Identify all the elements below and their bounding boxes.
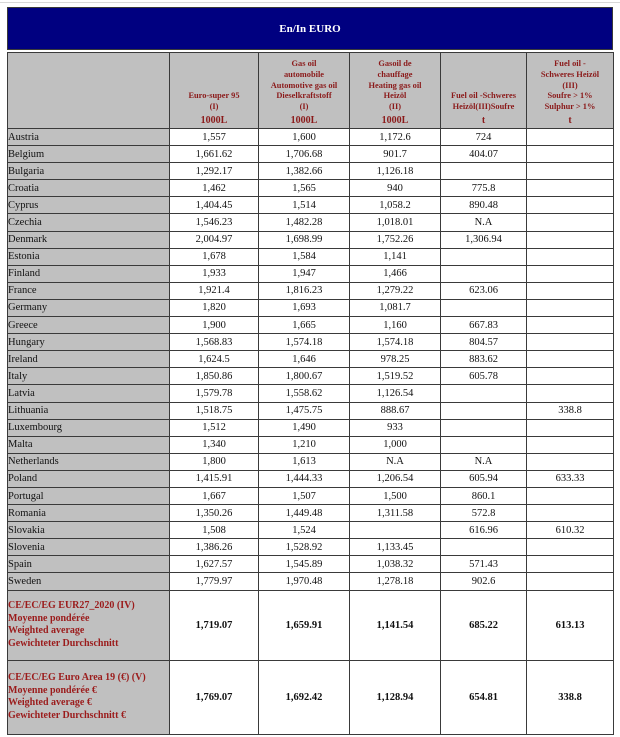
price-cell: 1,386.26 <box>170 539 259 556</box>
price-cell: 775.8 <box>441 180 527 197</box>
price-cell: 1,466 <box>350 265 441 282</box>
price-cell: 1,512 <box>170 419 259 436</box>
price-cell: 1,278.18 <box>350 573 441 590</box>
price-cell: 1,661.62 <box>170 146 259 163</box>
summary-value: 613.13 <box>527 590 614 660</box>
summary-label-line: CE/EC/EG EUR27_2020 (IV) <box>8 600 135 612</box>
column-header <box>441 53 527 129</box>
table-row <box>8 334 614 351</box>
country-name: Belgium <box>8 146 170 163</box>
summary-label-line: Gewichteter Durchschnitt <box>8 637 119 649</box>
price-cell: 1,600 <box>259 129 350 146</box>
price-cell: 1,970.48 <box>259 573 350 590</box>
price-cell: 1,444.33 <box>259 470 350 487</box>
column-unit: 1000L <box>290 115 318 127</box>
price-cell: 1,574.18 <box>350 334 441 351</box>
table-row <box>8 436 614 453</box>
country-name: Denmark <box>8 231 170 248</box>
price-cell: 1,584 <box>259 248 350 265</box>
price-cell <box>527 556 614 573</box>
country-name: Estonia <box>8 248 170 265</box>
table-row <box>8 419 614 436</box>
summary-value: 1,719.07 <box>170 590 259 660</box>
price-cell: 933 <box>350 419 441 436</box>
price-cell: 623.06 <box>441 282 527 299</box>
price-cell <box>527 180 614 197</box>
table-row <box>8 556 614 573</box>
price-cell: 1,667 <box>170 487 259 504</box>
price-cell <box>527 573 614 590</box>
summary-value: 1,692.42 <box>259 660 350 734</box>
price-cell: 633.33 <box>527 470 614 487</box>
price-cell: 1,133.45 <box>350 539 441 556</box>
table-row <box>8 197 614 214</box>
price-cell: 1,126.54 <box>350 385 441 402</box>
price-cell: 1,514 <box>259 197 350 214</box>
table-row <box>8 402 614 419</box>
price-cell <box>441 385 527 402</box>
price-cell <box>527 282 614 299</box>
table-row <box>8 505 614 522</box>
price-cell: 605.94 <box>441 470 527 487</box>
price-cell: 1,557 <box>170 129 259 146</box>
price-cell: N.A <box>441 453 527 470</box>
price-cell: 1,820 <box>170 299 259 316</box>
table-row <box>8 129 614 146</box>
table-row <box>8 351 614 368</box>
column-header <box>527 53 614 129</box>
price-cell: 1,850.86 <box>170 368 259 385</box>
price-cell <box>527 317 614 334</box>
price-cell: 1,779.97 <box>170 573 259 590</box>
price-cell: 724 <box>441 129 527 146</box>
price-cell: 1,210 <box>259 436 350 453</box>
price-cell: 1,518.75 <box>170 402 259 419</box>
price-cell: 940 <box>350 180 441 197</box>
table-row <box>8 573 614 590</box>
price-cell: 1,475.75 <box>259 402 350 419</box>
header-row <box>8 53 614 129</box>
price-cell: 610.32 <box>527 522 614 539</box>
price-cell <box>527 385 614 402</box>
price-cell: 1,574.18 <box>259 334 350 351</box>
table-row <box>8 487 614 504</box>
table-row <box>8 163 614 180</box>
column-header-line: Heating gas oil <box>368 80 422 90</box>
price-cell: 902.6 <box>441 573 527 590</box>
column-unit: t <box>568 115 572 127</box>
price-cell <box>527 334 614 351</box>
price-cell: 1,081.7 <box>350 299 441 316</box>
price-cell: 1,449.48 <box>259 505 350 522</box>
price-cell: 1,947 <box>259 265 350 282</box>
column-header-line: Sulphur > 1% <box>544 101 596 111</box>
summary-row <box>8 660 614 734</box>
price-cell: 404.07 <box>441 146 527 163</box>
price-cell <box>527 299 614 316</box>
column-header-line: Schweres Heizöl <box>540 70 600 80</box>
summary-value: 1,659.91 <box>259 590 350 660</box>
summary-label <box>8 590 170 660</box>
country-name: Spain <box>8 556 170 573</box>
price-cell: 1,665 <box>259 317 350 334</box>
column-header-line: Gasoil de <box>378 59 412 69</box>
table-row <box>8 214 614 231</box>
price-cell <box>527 248 614 265</box>
price-cell: 804.57 <box>441 334 527 351</box>
country-name: Greece <box>8 317 170 334</box>
price-cell: 1,507 <box>259 487 350 504</box>
summary-value: 685.22 <box>441 590 527 660</box>
price-cell <box>527 487 614 504</box>
price-cell: 1,816.23 <box>259 282 350 299</box>
column-header <box>350 53 441 129</box>
country-name: Lithuania <box>8 402 170 419</box>
table-row <box>8 317 614 334</box>
price-cell: 1,500 <box>350 487 441 504</box>
price-cell: 1,340 <box>170 436 259 453</box>
country-name: Latvia <box>8 385 170 402</box>
price-cell <box>441 299 527 316</box>
table-title: En/In EURO <box>279 22 341 35</box>
price-cell <box>527 453 614 470</box>
top-divider <box>0 2 620 3</box>
price-cell: 888.67 <box>350 402 441 419</box>
price-cell <box>527 265 614 282</box>
price-cell: 1,900 <box>170 317 259 334</box>
price-cell: 1,306.94 <box>441 231 527 248</box>
price-cell: 1,693 <box>259 299 350 316</box>
price-cell: 1,126.18 <box>350 163 441 180</box>
country-name: Cyprus <box>8 197 170 214</box>
price-cell: 1,415.91 <box>170 470 259 487</box>
price-cell: 1,508 <box>170 522 259 539</box>
country-name: Slovenia <box>8 539 170 556</box>
price-cell: 1,404.45 <box>170 197 259 214</box>
price-cell: 1,627.57 <box>170 556 259 573</box>
summary-row <box>8 590 614 660</box>
price-cell: 1,462 <box>170 180 259 197</box>
column-header-line: Heizöl(III)Soufre <box>452 101 515 111</box>
price-cell <box>441 265 527 282</box>
summary-label-line: CE/EC/EG Euro Area 19 (€) (V) <box>8 672 146 684</box>
price-cell: 1,490 <box>259 419 350 436</box>
price-cell: 616.96 <box>441 522 527 539</box>
price-cell: 890.48 <box>441 197 527 214</box>
column-header-line: Gas oil <box>291 59 317 69</box>
country-name: Hungary <box>8 334 170 351</box>
price-cell <box>350 522 441 539</box>
price-cell: 1,519.52 <box>350 368 441 385</box>
table-row <box>8 231 614 248</box>
price-cell: 1,800.67 <box>259 368 350 385</box>
price-cell: 1,141 <box>350 248 441 265</box>
price-cell <box>527 146 614 163</box>
price-cell <box>527 129 614 146</box>
price-cell: 667.83 <box>441 317 527 334</box>
price-cell: 1,698.99 <box>259 231 350 248</box>
column-header-line: (III) <box>562 80 578 90</box>
summary-label-line: Moyenne pondérée € <box>8 684 97 696</box>
column-header <box>259 53 350 129</box>
price-cell: 978.25 <box>350 351 441 368</box>
price-cell <box>527 436 614 453</box>
price-cell: 1,921.4 <box>170 282 259 299</box>
price-cell: 1,000 <box>350 436 441 453</box>
summary-label-line: Moyenne pondérée <box>8 612 90 624</box>
table-row <box>8 248 614 265</box>
summary-label <box>8 660 170 734</box>
column-header-line: (II) <box>388 101 402 111</box>
price-cell: 1,482.28 <box>259 214 350 231</box>
price-cell: 1,558.62 <box>259 385 350 402</box>
summary-value: 1,769.07 <box>170 660 259 734</box>
table-row <box>8 470 614 487</box>
price-cell: 1,706.68 <box>259 146 350 163</box>
country-name: Sweden <box>8 573 170 590</box>
country-name: Italy <box>8 368 170 385</box>
header-country-blank <box>8 53 170 129</box>
country-name: Poland <box>8 470 170 487</box>
price-cell <box>441 248 527 265</box>
price-cell: 1,624.5 <box>170 351 259 368</box>
price-cell: 860.1 <box>441 487 527 504</box>
column-header-line: Fuel oil - <box>554 59 586 69</box>
price-cell <box>441 402 527 419</box>
country-name: Croatia <box>8 180 170 197</box>
price-cell <box>527 368 614 385</box>
price-cell: 883.62 <box>441 351 527 368</box>
table-row <box>8 368 614 385</box>
price-cell <box>527 419 614 436</box>
price-cell: 2,004.97 <box>170 231 259 248</box>
price-cell: N.A <box>441 214 527 231</box>
summary-value: 1,128.94 <box>350 660 441 734</box>
table-row <box>8 180 614 197</box>
summary-label-line: Weighted average € <box>8 697 92 709</box>
table-title-bar <box>7 7 613 50</box>
summary-value: 1,141.54 <box>350 590 441 660</box>
price-cell: 1,933 <box>170 265 259 282</box>
country-name: Bulgaria <box>8 163 170 180</box>
price-cell: 1,613 <box>259 453 350 470</box>
country-name: Netherlands <box>8 453 170 470</box>
table-row <box>8 539 614 556</box>
table-row <box>8 282 614 299</box>
country-name: Portugal <box>8 487 170 504</box>
column-header-line: Automotive gas oil <box>270 80 338 90</box>
country-name: France <box>8 282 170 299</box>
summary-label-line: Weighted average <box>8 625 85 637</box>
price-cell: 1,279.22 <box>350 282 441 299</box>
country-name: Malta <box>8 436 170 453</box>
column-header-line: Dieselkraftstoff <box>276 91 332 101</box>
price-cell <box>527 505 614 522</box>
price-cell: 1,160 <box>350 317 441 334</box>
price-cell: 1,579.78 <box>170 385 259 402</box>
price-cell <box>527 214 614 231</box>
column-header-line: automobile <box>283 70 324 80</box>
fuel-price-table <box>7 52 614 735</box>
price-cell: 1,752.26 <box>350 231 441 248</box>
price-cell <box>527 539 614 556</box>
column-header-line: Fuel oil -Schweres <box>451 91 516 101</box>
price-cell: 1,018.01 <box>350 214 441 231</box>
country-name: Romania <box>8 505 170 522</box>
table-row <box>8 522 614 539</box>
column-unit: t <box>481 115 486 127</box>
price-cell: 1,524 <box>259 522 350 539</box>
price-cell <box>527 231 614 248</box>
summary-label-line: Gewichteter Durchschnitt € <box>8 709 126 721</box>
price-cell <box>527 351 614 368</box>
column-unit: 1000L <box>200 115 228 127</box>
country-name: Czechia <box>8 214 170 231</box>
table-row <box>8 299 614 316</box>
price-cell: 338.8 <box>527 402 614 419</box>
price-cell: 571.43 <box>441 556 527 573</box>
price-cell <box>527 197 614 214</box>
price-cell: N.A <box>350 453 441 470</box>
price-cell <box>441 419 527 436</box>
column-header <box>170 53 259 129</box>
column-header-line: (I) <box>209 101 219 111</box>
price-cell: 1,800 <box>170 453 259 470</box>
price-cell: 572.8 <box>441 505 527 522</box>
price-cell: 1,646 <box>259 351 350 368</box>
table-row <box>8 146 614 163</box>
summary-value: 654.81 <box>441 660 527 734</box>
price-cell: 1,292.17 <box>170 163 259 180</box>
column-header-line: Soufre > 1% <box>547 91 593 101</box>
table-row <box>8 385 614 402</box>
price-cell: 1,058.2 <box>350 197 441 214</box>
price-cell: 1,568.83 <box>170 334 259 351</box>
price-cell: 1,382.66 <box>259 163 350 180</box>
price-cell: 1,565 <box>259 180 350 197</box>
price-cell: 1,678 <box>170 248 259 265</box>
country-name: Slovakia <box>8 522 170 539</box>
summary-value: 338.8 <box>527 660 614 734</box>
price-cell: 1,528.92 <box>259 539 350 556</box>
country-name: Germany <box>8 299 170 316</box>
price-cell: 1,545.89 <box>259 556 350 573</box>
column-header-line: (I) <box>299 101 309 111</box>
price-cell: 1,311.58 <box>350 505 441 522</box>
table-row <box>8 265 614 282</box>
price-cell: 901.7 <box>350 146 441 163</box>
column-header-line: Euro-super 95 <box>188 91 240 101</box>
price-cell: 1,546.23 <box>170 214 259 231</box>
column-header-line: Heizöl <box>383 91 407 101</box>
price-cell <box>441 163 527 180</box>
country-name: Finland <box>8 265 170 282</box>
table-row <box>8 453 614 470</box>
country-name: Ireland <box>8 351 170 368</box>
price-cell <box>441 539 527 556</box>
price-cell: 1,350.26 <box>170 505 259 522</box>
price-cell <box>527 163 614 180</box>
column-unit: 1000L <box>381 115 409 127</box>
country-name: Austria <box>8 129 170 146</box>
price-cell: 1,038.32 <box>350 556 441 573</box>
price-cell: 1,172.6 <box>350 129 441 146</box>
price-cell <box>441 436 527 453</box>
price-cell: 605.78 <box>441 368 527 385</box>
price-cell: 1,206.54 <box>350 470 441 487</box>
column-header-line: chauffage <box>377 70 413 80</box>
country-name: Luxembourg <box>8 419 170 436</box>
